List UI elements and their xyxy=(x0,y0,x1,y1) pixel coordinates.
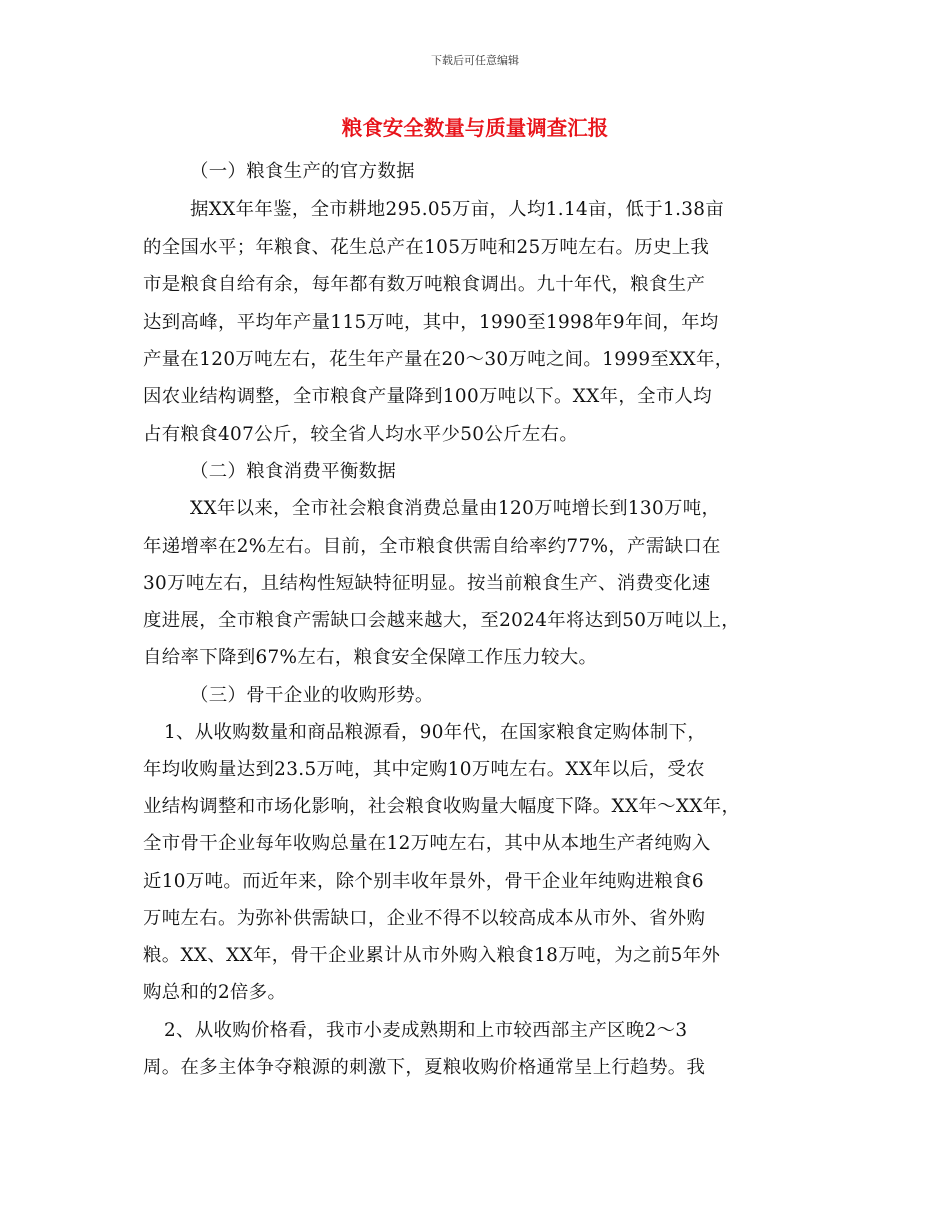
paragraph-line: 达到高峰，平均年产量115万吨，其中，1990至1998年9年间，年均 xyxy=(143,312,719,333)
paragraph-line: 度进展，全市粮食产需缺口会越来越大，至2024年将达到50万吨以上， xyxy=(143,610,741,631)
paragraph-line: 粮。XX、XX年，骨干企业累计从市外购入粮食18万吨，为之前5年外 xyxy=(143,945,721,966)
paragraph-line: 周。在多主体争夺粮源的刺激下，夏粮收购价格通常呈上行趋势。我 xyxy=(143,1057,706,1078)
paragraph-line: 自给率下降到67%左右，粮食安全保障工作压力较大。 xyxy=(143,647,598,668)
document-title: 粮食安全数量与质量调查汇报 xyxy=(341,116,609,140)
paragraph-line: 年均收购量达到23.5万吨，其中定购10万吨左右。XX年以后，受农 xyxy=(143,759,705,780)
paragraph-line: 的全国水平；年粮食、花生总产在105万吨和25万吨左右。历史上我 xyxy=(143,237,710,258)
section-heading-3: （三）骨干企业的收购形势。 xyxy=(190,685,434,706)
paragraph-line: 购总和的2倍多。 xyxy=(143,982,287,1003)
header-note: 下载后可任意编辑 xyxy=(431,54,519,67)
paragraph-line: 占有粮食407公斤，较全省人均水平少50公斤左右。 xyxy=(143,424,579,445)
paragraph-line: 全市骨干企业每年收购总量在12万吨左右，其中从本地生产者纯购入 xyxy=(143,833,711,854)
paragraph-line: 1、从收购数量和商品粮源看，90年代，在国家粮食定购体制下， xyxy=(164,722,707,743)
paragraph-line: 产量在120万吨左右，花生年产量在20～30万吨之间。1999至XX年， xyxy=(143,349,734,370)
paragraph-line: 市是粮食自给有余，每年都有数万吨粮食调出。九十年代，粮食生产 xyxy=(143,274,706,295)
paragraph-line: 近10万吨。而近年来，除个别丰收年景外，骨干企业年纯购进粮食6 xyxy=(143,871,704,892)
paragraph-line: 2、从收购价格看，我市小麦成熟期和上市较西部主产区晚2～3 xyxy=(164,1020,688,1041)
paragraph-line: 30万吨左右，且结构性短缺特征明显。按当前粮食生产、消费变化速 xyxy=(143,573,711,594)
section-heading-1: （一）粮食生产的官方数据 xyxy=(190,161,415,182)
paragraph-line: 年递增率在2%左右。目前，全市粮食供需自给率约77%，产需缺口在 xyxy=(143,536,721,557)
paragraph-line: 据XX年年鉴，全市耕地295.05万亩，人均1.14亩，低于1.38亩 xyxy=(190,199,725,220)
section-heading-2: （二）粮食消费平衡数据 xyxy=(190,461,397,482)
paragraph-line: 业结构调整和市场化影响，社会粮食收购量大幅度下降。XX年～XX年， xyxy=(143,796,741,817)
paragraph-line: 因农业结构调整，全市粮食产量降到100万吨以下。XX年，全市人均 xyxy=(143,386,713,407)
paragraph-line: XX年以来，全市社会粮食消费总量由120万吨增长到130万吨， xyxy=(190,498,721,519)
paragraph-line: 万吨左右。为弥补供需缺口，企业不得不以较高成本从市外、省外购 xyxy=(143,908,706,929)
